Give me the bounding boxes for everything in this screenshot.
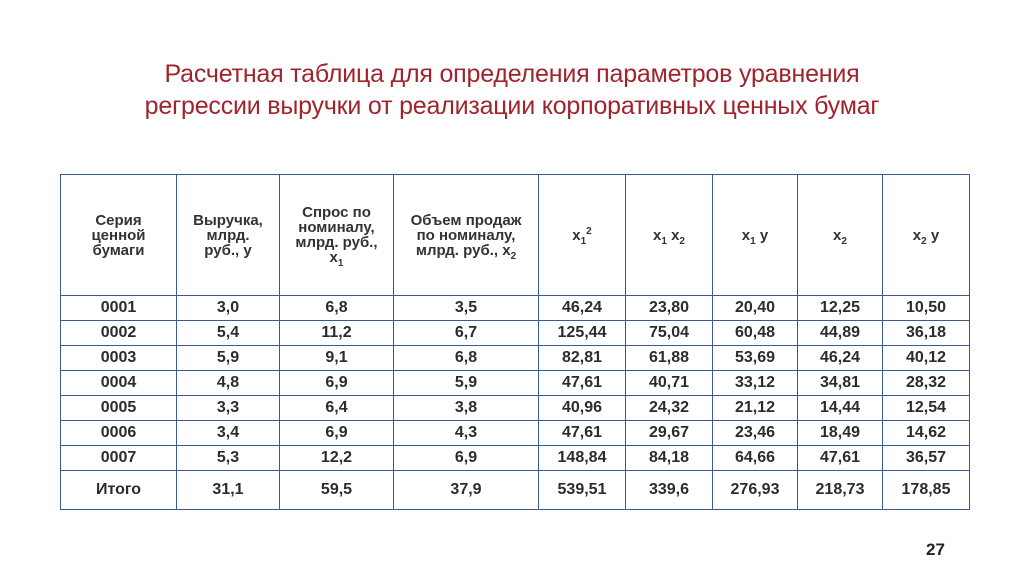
- total-cell: 59,5: [280, 471, 394, 510]
- table-cell: 14,44: [798, 396, 883, 421]
- total-cell: 31,1: [177, 471, 280, 510]
- table-cell: 28,32: [883, 371, 970, 396]
- table-cell: 4,8: [177, 371, 280, 396]
- header-x1-y: $x_1$ y: [713, 175, 798, 296]
- header-series: Серия ценной бумаги: [61, 175, 177, 296]
- table-cell: 9,1: [280, 346, 394, 371]
- table-cell: 14,62: [883, 421, 970, 446]
- table-cell: 18,49: [798, 421, 883, 446]
- table-total-row: [61, 471, 970, 510]
- table-cell: 3,8: [394, 396, 539, 421]
- table-cell: 6,4: [280, 396, 394, 421]
- table-cell: 40,71: [626, 371, 713, 396]
- table-row: [61, 321, 970, 346]
- slide-title-line-1: Расчетная таблица для определения параметров уравнения: [164, 60, 860, 88]
- table-cell: 47,61: [798, 446, 883, 471]
- table-cell: 6,9: [280, 421, 394, 446]
- table-cell: 6,9: [280, 371, 394, 396]
- table-cell: 11,2: [280, 321, 394, 346]
- table-cell: 0001: [61, 296, 177, 321]
- table-header-row: [61, 175, 970, 296]
- page-number: 27: [926, 540, 945, 559]
- table-cell: 3,3: [177, 396, 280, 421]
- table-row: [61, 421, 970, 446]
- table-cell: 60,48: [713, 321, 798, 346]
- table-cell: 5,9: [177, 346, 280, 371]
- table-cell: 84,18: [626, 446, 713, 471]
- table-cell: 6,7: [394, 321, 539, 346]
- table-cell: 61,88: [626, 346, 713, 371]
- table-cell: 21,12: [713, 396, 798, 421]
- table-cell: 5,9: [394, 371, 539, 396]
- header-x1-x2: $x_1$ $x_2$: [626, 175, 713, 296]
- table-cell: 64,66: [713, 446, 798, 471]
- table-cell: 3,0: [177, 296, 280, 321]
- table-cell: 12,25: [798, 296, 883, 321]
- table-cell: 0004: [61, 371, 177, 396]
- table-cell: 47,61: [539, 371, 626, 396]
- regression-table: [60, 174, 970, 510]
- total-cell: Итого: [61, 471, 177, 510]
- total-cell: 339,6: [626, 471, 713, 510]
- table-cell: 40,96: [539, 396, 626, 421]
- table-cell: 82,81: [539, 346, 626, 371]
- table-cell: 3,5: [394, 296, 539, 321]
- table-row: [61, 446, 970, 471]
- table-cell: 40,12: [883, 346, 970, 371]
- table-cell: 0002: [61, 321, 177, 346]
- table-cell: 23,80: [626, 296, 713, 321]
- table-row: [61, 296, 970, 321]
- table-cell: 10,50: [883, 296, 970, 321]
- total-cell: 276,93: [713, 471, 798, 510]
- header-demand: Спрос по номиналу, млрд. руб., $x_1$: [280, 175, 394, 296]
- table-row: [61, 396, 970, 421]
- header-volume: Объем продаж по номиналу, млрд. руб., $x_2$: [394, 175, 539, 296]
- slide-title-line-2: регрессии выручки от реализации корпоративных ценных бумаг: [144, 92, 880, 120]
- table-cell: 29,67: [626, 421, 713, 446]
- slide-title: [0, 58, 1024, 122]
- table-cell: 75,04: [626, 321, 713, 346]
- header-x2: $x_2$: [798, 175, 883, 296]
- table-cell: 46,24: [539, 296, 626, 321]
- table-cell: 6,8: [394, 346, 539, 371]
- table-cell: 44,89: [798, 321, 883, 346]
- table-cell: 125,44: [539, 321, 626, 346]
- table-cell: 148,84: [539, 446, 626, 471]
- header-x2-y: $x_2$ y: [883, 175, 970, 296]
- table-cell: 4,3: [394, 421, 539, 446]
- table-cell: 20,40: [713, 296, 798, 321]
- table-cell: 0007: [61, 446, 177, 471]
- table-cell: 47,61: [539, 421, 626, 446]
- table-cell: 24,32: [626, 396, 713, 421]
- header-x1-squared: $x_1^2$: [539, 175, 626, 296]
- table-row: [61, 346, 970, 371]
- table-cell: 34,81: [798, 371, 883, 396]
- table-cell: 0006: [61, 421, 177, 446]
- table-cell: 12,2: [280, 446, 394, 471]
- header-revenue: Выручка, млрд. руб., y: [177, 175, 280, 296]
- table-cell: 6,9: [394, 446, 539, 471]
- table-cell: 12,54: [883, 396, 970, 421]
- total-cell: 37,9: [394, 471, 539, 510]
- table-cell: 6,8: [280, 296, 394, 321]
- table-cell: 46,24: [798, 346, 883, 371]
- table-cell: 33,12: [713, 371, 798, 396]
- total-cell: 178,85: [883, 471, 970, 510]
- table-cell: 23,46: [713, 421, 798, 446]
- table-cell: 36,57: [883, 446, 970, 471]
- table-cell: 0005: [61, 396, 177, 421]
- table-cell: 5,4: [177, 321, 280, 346]
- total-cell: 218,73: [798, 471, 883, 510]
- total-cell: 539,51: [539, 471, 626, 510]
- table-cell: 3,4: [177, 421, 280, 446]
- table-cell: 5,3: [177, 446, 280, 471]
- table-cell: 53,69: [713, 346, 798, 371]
- table-cell: 0003: [61, 346, 177, 371]
- table-cell: 36,18: [883, 321, 970, 346]
- table-row: [61, 371, 970, 396]
